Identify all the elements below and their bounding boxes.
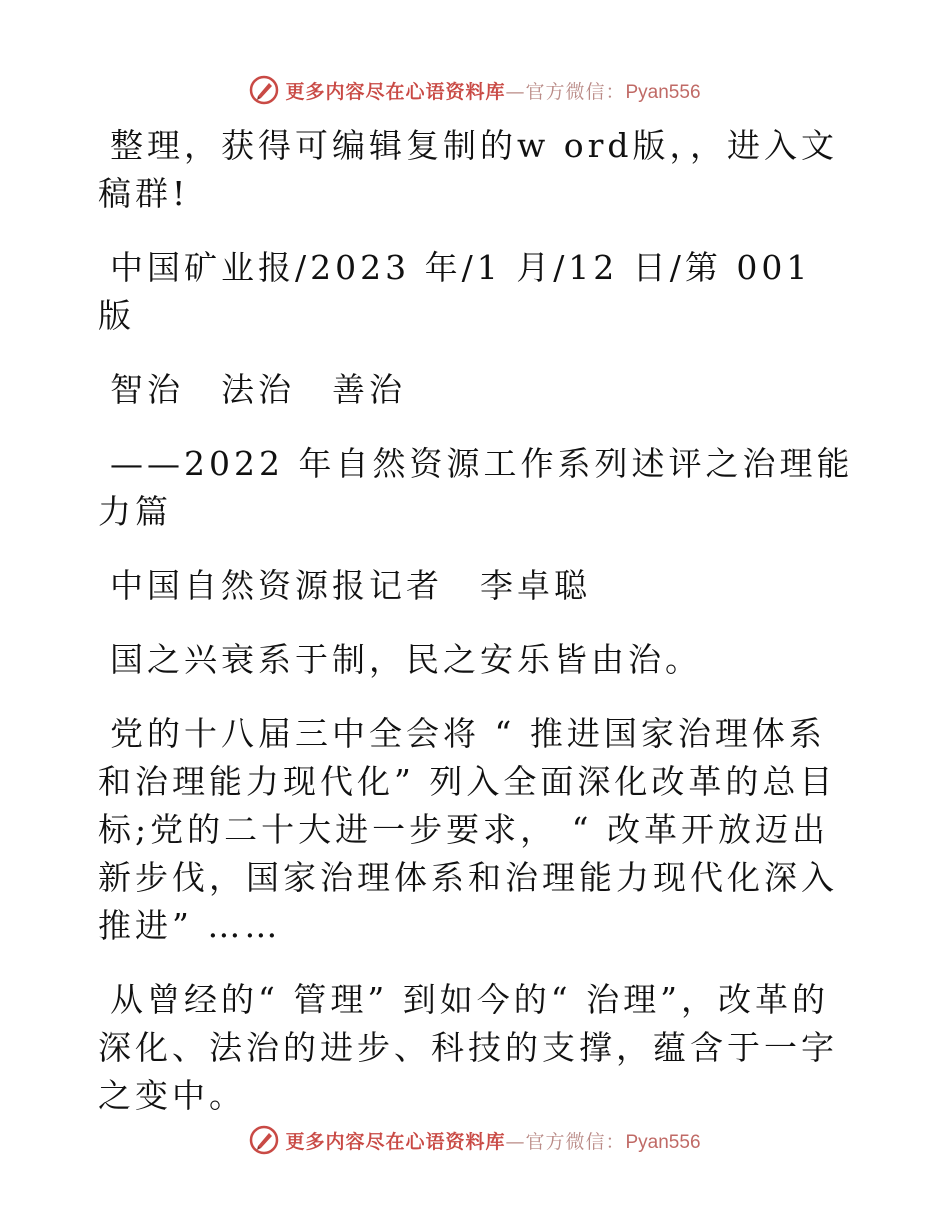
banner-brand: 更多内容尽在心语资料库 <box>285 1130 506 1153</box>
pen-logo-icon <box>249 75 279 105</box>
banner-wechat-id: Pyan556 <box>625 81 701 103</box>
banner-wechat-id: Pyan556 <box>625 1131 701 1153</box>
banner-separator: — <box>505 80 526 103</box>
banner-separator: — <box>505 1130 526 1153</box>
banner-text <box>285 1127 700 1154</box>
banner-text <box>285 77 700 104</box>
paragraph-body-3: 从曾经的“ 管理” 到如今的“ 治理”，改革的深化、法治的进步、科技的支撑，蕴含于一字之变中。 <box>98 980 838 1115</box>
paragraph-intro: 整理，获得可编辑复制的w ord版，，进入文稿群! <box>98 126 839 213</box>
document-body <box>98 122 858 1146</box>
header-banner <box>0 70 950 110</box>
article-title: 智治 法治 善治 <box>110 370 406 409</box>
paragraph-source: 中国矿业报/2023 年/1 月/12 日/第 001 版 <box>98 248 812 335</box>
paragraph-body-2: 党的十八届三中全会将 “ 推进国家治理体系和治理能力现代化” 列入全面深化改革的总目标;党的二十大进一步要求， “ 改革开放迈出新步伐，国家治理体系和治理能力现代化深入推进” …… <box>98 714 838 945</box>
footer-banner <box>0 1120 950 1160</box>
article-byline: 中国自然资源报记者 李卓聪 <box>110 566 591 605</box>
article-subtitle: ——2022 年自然资源工作系列述评之治理能力篇 <box>98 444 854 531</box>
paragraph-body-1: 国之兴衰系于制，民之安乐皆由治。 <box>110 640 702 679</box>
pen-logo-icon <box>249 1125 279 1155</box>
banner-official: 官方微信： <box>525 1130 626 1153</box>
banner-official: 官方微信： <box>525 80 626 103</box>
banner-brand: 更多内容尽在心语资料库 <box>285 80 506 103</box>
